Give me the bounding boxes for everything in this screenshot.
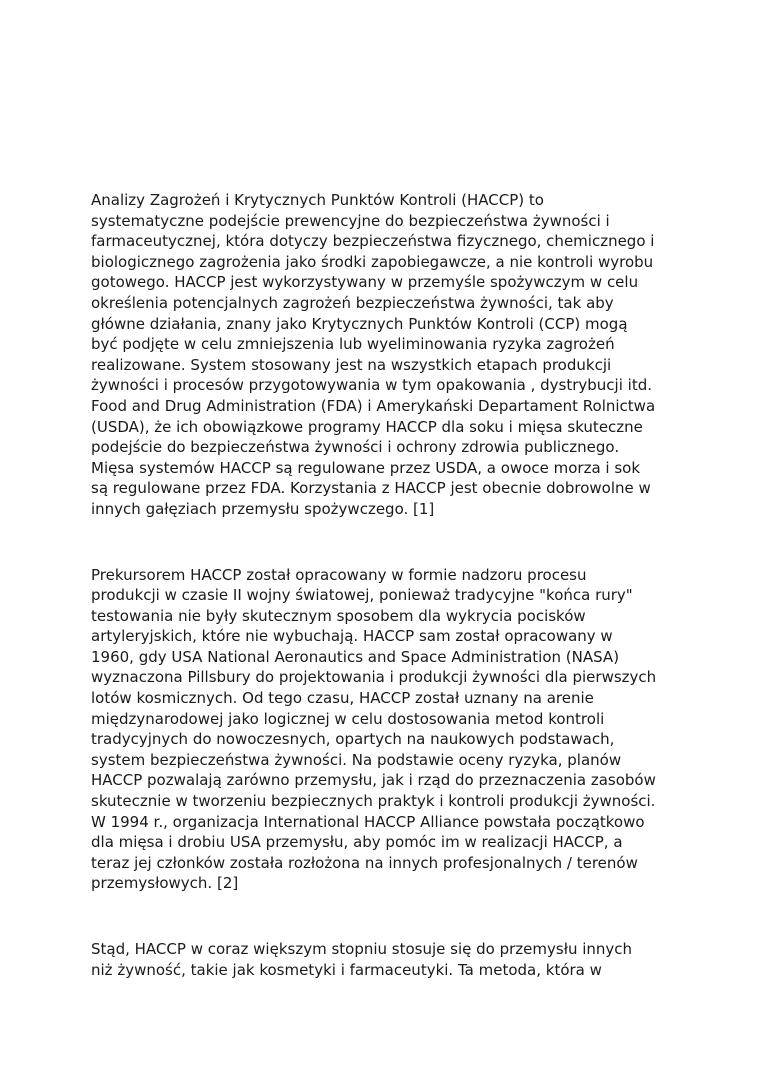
- text-line: skutecznie w tworzeniu bezpiecznych praktyk i kontroli produkcji żywności.: [91, 792, 656, 811]
- text-line: przemysłowych. [2]: [91, 874, 239, 893]
- text-line: teraz jej członków została rozłożona na innych profesjonalnych / terenów: [91, 853, 638, 872]
- text-line: główne działania, znany jako Krytycznych Punktów Kontroli (CCP) mogą: [91, 314, 628, 333]
- text-line: systematyczne podejście prewencyjne do bezpieczeństwa żywności i: [91, 211, 610, 230]
- text-line: artyleryjskich, które nie wybuchają. HACCP sam został opracowany w: [91, 627, 613, 646]
- text-line: system bezpieczeństwa żywności. Na podstawie oceny ryzyka, planów: [91, 750, 622, 769]
- text-line: lotów kosmicznych. Od tego czasu, HACCP został uznany na arenie: [91, 689, 594, 708]
- text-line: innych gałęziach przemysłu spożywczego. [1]: [91, 499, 435, 518]
- text-line: W 1994 r., organizacja International HACCP Alliance powstała początkowo: [91, 812, 645, 831]
- text-line: gotowego. HACCP jest wykorzystywany w przemyśle spożywczym w celu: [91, 273, 639, 292]
- text-line: 1960, gdy USA National Aeronautics and Space Administration (NASA): [91, 647, 620, 666]
- text-line: farmaceutycznej, która dotyczy bezpieczeństwa fizycznego, chemicznego i: [91, 232, 655, 251]
- text-line: Mięsa systemów HACCP są regulowane przez USDA, a owoce morza i sok: [91, 458, 641, 477]
- text-line: międzynarodowej jako logicznej w celu dostosowania metod kontroli: [91, 709, 605, 728]
- text-line: żywności i procesów przygotowywania w tym opakowania , dystrybucji itd.: [91, 376, 652, 395]
- text-line: HACCP pozwalają zarówno przemysłu, jak i rząd do przeznaczenia zasobów: [91, 771, 656, 790]
- text-line: produkcji w czasie II wojny światowej, ponieważ tradycyjne "końca rury": [91, 586, 633, 605]
- text-line: podejście do bezpieczeństwa żywności i ochrony zdrowia publicznego.: [91, 438, 620, 457]
- text-line: być podjęte w celu zmniejszenia lub wyeliminowania ryzyka zagrożeń: [91, 335, 615, 354]
- paragraph-3: [91, 939, 731, 980]
- text-line: (USDA), że ich obowiązkowe programy HACCP dla soku i mięsa skuteczne: [91, 417, 643, 436]
- text-line: Stąd, HACCP w coraz większym stopniu stosuje się do przemysłu innych: [91, 940, 633, 958]
- paragraph-2: [91, 565, 731, 895]
- text-line: dla mięsa i drobiu USA przemysłu, aby pomóc im w realizacji HACCP, a: [91, 833, 623, 852]
- text-line: tradycyjnych do nowoczesnych, opartych na naukowych podstawach,: [91, 730, 615, 749]
- paragraph-1: [91, 190, 731, 520]
- text-line: testowania nie były skutecznym sposobem dla wykrycia pocisków: [91, 606, 586, 625]
- document-page: [91, 190, 731, 980]
- text-line: określenia potencjalnych zagrożeń bezpieczeństwa żywności, tak aby: [91, 293, 614, 312]
- text-line: biologicznego zagrożenia jako środki zapobiegawcze, a nie kontroli wyrobu: [91, 252, 654, 271]
- text-line: Prekursorem HACCP został opracowany w formie nadzoru procesu: [91, 565, 587, 584]
- text-line: Food and Drug Administration (FDA) i Amerykański Departament Rolnictwa: [91, 396, 656, 415]
- text-line: wyznaczona Pillsbury do projektowania i produkcji żywności dla pierwszych: [91, 668, 657, 687]
- text-line: realizowane. System stosowany jest na wszystkich etapach produkcji: [91, 355, 612, 374]
- text-line: niż żywność, takie jak kosmetyki i farmaceutyki. Ta metoda, która w: [91, 960, 602, 979]
- text-line: są regulowane przez FDA. Korzystania z HACCP jest obecnie dobrowolne w: [91, 479, 651, 498]
- text-line: Analizy Zagrożeń i Krytycznych Punktów Kontroli (HACCP) to: [91, 191, 544, 209]
